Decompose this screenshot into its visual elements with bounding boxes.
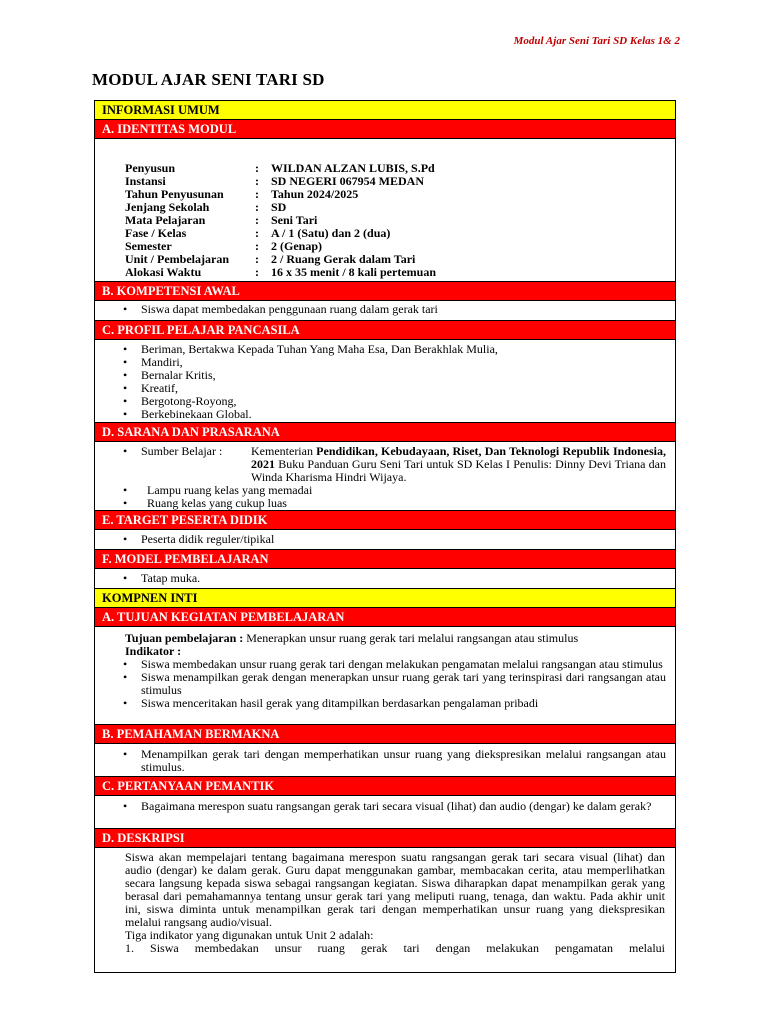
sumber-post: Buku Panduan Guru Seni Tari untuk SD Kelas I Penulis: Dinny Devi Triana dan Winda Kharisma Hindri Wijaya. xyxy=(251,457,666,484)
identitas-value: SD xyxy=(271,200,287,214)
list-item: • Siswa dapat membedakan penggunaan ruang dalam gerak tari xyxy=(95,303,675,316)
tujuan-label: Tujuan pembelajaran : xyxy=(125,631,247,645)
section-informasi-umum: INFORMASI UMUM xyxy=(95,101,675,120)
list-item: • Peserta didik reguler/tipikal xyxy=(95,533,675,546)
heading-pertanyaan-pemantik: C. PERTANYAAN PEMANTIK xyxy=(95,777,675,796)
deskripsi-paragraph: Siswa akan mempelajari tentang bagaimana merespon suatu rangsangan gerak tari secara visual (lihat) dan audio (dengar) ke dalam gerak. Guru dapat menggunakan gambar, membacakan cerita, atau memperlihatkan secara langsung kepada siswa sebagai rangsangan kegiatan. Siswa diharapkan dapat menampilkan gerak yang berasal dari pemahamannya tentang unsur gerak tari yang meliputi ruang, tenaga, dan waktu. Pada akhir unit ini, siswa diminta untuk menampilkan gerak tari dengan memperhatikan unsur ruang yang diekspresikan melalui rangsang audio/visual. xyxy=(125,850,665,929)
identitas-row xyxy=(95,227,675,240)
sarana-body xyxy=(95,442,675,511)
heading-kompetensi-awal: B. KOMPETENSI AWAL xyxy=(95,282,675,301)
heading-profil-pelajar: C. PROFIL PELAJAR PANCASILA xyxy=(95,321,675,340)
identitas-label: Unit / Pembelajaran xyxy=(125,252,229,266)
pertanyaan-body xyxy=(95,796,675,829)
identitas-value: A / 1 (Satu) dan 2 (dua) xyxy=(271,226,391,240)
list-item: • Tatap muka. xyxy=(95,572,675,585)
running-header: Modul Ajar Seni Tari SD Kelas 1& 2 xyxy=(513,35,680,47)
sumber-belajar-label: • Sumber Belajar : xyxy=(141,444,223,458)
heading-sarana-prasarana: D. SARANA DAN PRASARANA xyxy=(95,423,675,442)
identitas-label: Fase / Kelas xyxy=(125,226,187,240)
kompetensi-awal-body xyxy=(95,301,675,321)
identitas-colon: : xyxy=(255,200,259,214)
heading-target-peserta: E. TARGET PESERTA DIDIK xyxy=(95,511,675,530)
identitas-value: 2 / Ruang Gerak dalam Tari xyxy=(271,252,416,266)
document-title: MODUL AJAR SENI TARI SD xyxy=(92,70,325,89)
identitas-label: Tahun Penyusunan xyxy=(125,187,224,201)
identitas-value: 2 (Genap) xyxy=(271,239,322,253)
identitas-value: Tahun 2024/2025 xyxy=(271,187,359,201)
module-table xyxy=(94,100,676,973)
identitas-label: Mata Pelajaran xyxy=(125,213,206,227)
list-item: • Lampu ruang kelas yang memadai xyxy=(95,484,675,497)
identitas-colon: : xyxy=(255,252,259,266)
identitas-colon: : xyxy=(255,239,259,253)
tujuan-pembelajaran xyxy=(95,632,675,645)
pemahaman-body xyxy=(95,744,675,777)
identitas-colon: : xyxy=(255,161,259,175)
list-item: • Siswa menceritakan hasil gerak yang ditampilkan berdasarkan pengalaman pribadi xyxy=(95,697,666,710)
heading-model-pembelajaran: F. MODEL PEMBELAJARAN xyxy=(95,550,675,569)
list-item: • Siswa membedakan unsur ruang gerak tari dengan melakukan pengamatan melalui rangsangan atau stimulus xyxy=(95,658,666,671)
list-item: • Bagaimana merespon suatu rangsangan gerak tari secara visual (lihat) dan audio (dengar) ke dalam gerak? xyxy=(95,800,666,813)
indikator-text: Indikator : xyxy=(125,644,182,658)
identitas-label: Alokasi Waktu xyxy=(125,265,202,279)
identitas-row xyxy=(95,266,675,279)
list-item: • Kreatif, xyxy=(95,382,675,395)
deskripsi-line-indikator: Tiga indikator yang digunakan untuk Unit 2 adalah: xyxy=(125,928,374,942)
list-item: • Siswa menampilkan gerak dengan menerapkan unsur ruang gerak tari yang terinspirasi dari rangsangan atau stimulus xyxy=(95,671,666,697)
target-body xyxy=(95,530,675,550)
list-item: • Mandiri, xyxy=(95,356,675,369)
identitas-value: Seni Tari xyxy=(271,213,318,227)
heading-deskripsi: D. DESKRIPSI xyxy=(95,829,675,848)
section-komponen-inti: KOMPNEN INTI xyxy=(95,589,675,608)
list-item: • Menampilkan gerak tari dengan memperhatikan unsur ruang yang diekspresikan melalui rangsangan atau stimulus. xyxy=(95,748,666,774)
tujuan-text: Menerapkan unsur ruang gerak tari melalui rangsangan atau stimulus xyxy=(246,631,579,645)
identitas-colon: : xyxy=(255,174,259,188)
identitas-value: 16 x 35 menit / 8 kali pertemuan xyxy=(271,265,436,279)
identitas-colon: : xyxy=(255,265,259,279)
deskripsi-body xyxy=(95,848,675,972)
tujuan-body xyxy=(95,627,675,725)
profil-body xyxy=(95,340,675,423)
identitas-label: Semester xyxy=(125,239,172,253)
heading-pemahaman-bermakna: B. PEMAHAMAN BERMAKNA xyxy=(95,725,675,744)
heading-identitas-modul: A. IDENTITAS MODUL xyxy=(95,120,675,139)
list-item: • Bernalar Kritis, xyxy=(95,369,675,382)
sumber-pre: Kementerian xyxy=(251,444,317,458)
identitas-colon: : xyxy=(255,213,259,227)
list-item: • Bergotong-Royong, xyxy=(95,395,675,408)
deskripsi-line-1: 1. Siswa membedakan unsur ruang gerak tari dengan melakukan pengamatan melalui xyxy=(125,941,665,955)
identitas-colon: : xyxy=(255,187,259,201)
sumber-bold: Pendidikan, Kebudayaan, Riset, Dan Teknologi Republik Indonesia, 2021 xyxy=(251,444,666,471)
identitas-value: WILDAN ALZAN LUBIS, S.Pd xyxy=(271,161,435,175)
list-item: • Ruang kelas yang cukup luas xyxy=(95,497,675,510)
identitas-label: Jenjang Sekolah xyxy=(125,200,210,214)
sumber-belajar-text xyxy=(251,445,666,484)
identitas-colon: : xyxy=(255,226,259,240)
sumber-belajar-item xyxy=(95,445,675,484)
list-item: • Beriman, Bertakwa Kepada Tuhan Yang Maha Esa, Dan Berakhlak Mulia, xyxy=(95,343,675,356)
list-item: • Berkebinekaan Global. xyxy=(95,408,675,421)
identitas-body xyxy=(95,139,675,282)
identitas-value: SD NEGERI 067954 MEDAN xyxy=(271,174,425,188)
model-body xyxy=(95,569,675,589)
identitas-label: Penyusun xyxy=(125,161,176,175)
identitas-label: Instansi xyxy=(125,174,166,188)
heading-tujuan-kegiatan: A. TUJUAN KEGIATAN PEMBELAJARAN xyxy=(95,608,675,627)
